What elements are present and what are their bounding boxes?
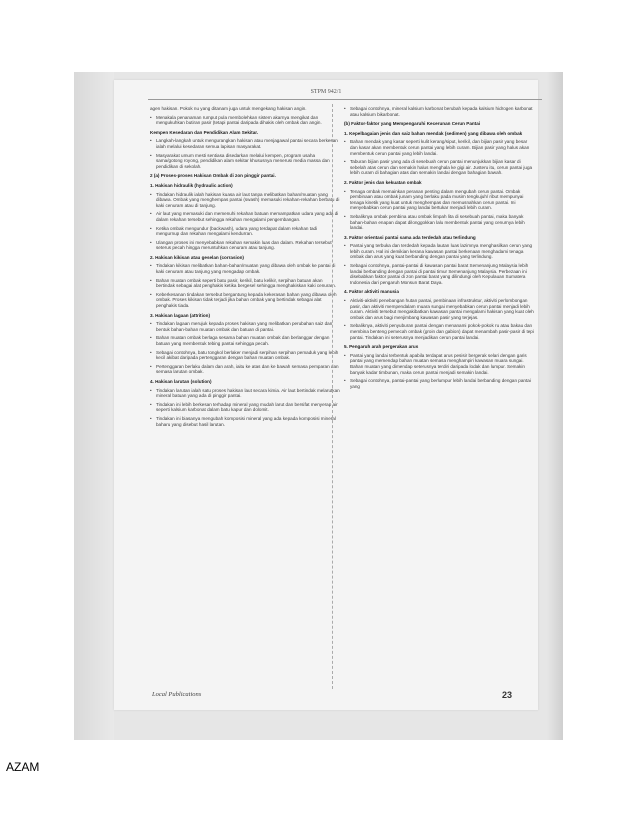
paragraph: agen hakisan. Pokok nu yang ditanam juga untuk mengekang hakisan angin. (150, 106, 307, 111)
paragraph: • Sebagai contohnya, batu tongkol berlaker menjadi serpihan serpihan pemaduk yang lebih kecil akibat daripada pertenggaran dengan bahan muatan ombak. (150, 350, 340, 361)
paragraph: • Keberkesanan tindakan tersebut bergantung kepada kekerasan bahan yang dibawa oleh ombak. Proses kikisan tidak terjadi jika bahan ombak yang bertindak sebagai alat penghakis tiada. (150, 292, 340, 309)
paragraph: • Tenaga ombak memainkan peranan penting dalam mengubah cerun pantai. Ombak pembinaan atau ombak junam yang berlaku pada musim tengkujuh/ ribut mempunyai tenaga kinetik yang kuat untuk menghempas dan memusnahkan cerun pantai. Ini menyebabkan cerun pantai yang landai bertukar menjadi lebih curam. (344, 189, 534, 211)
section-heading: 4. Hakisan larutan (solution) (150, 378, 212, 384)
paragraph: • Aktiviti-aktiviti penebangan hutan pantai, pembinaan infrastruktur, aktiviti perlombongan pasir, dan aktiviti mempendalam muara sungai menyebabkan cerun pantai menjadi lebih curam. Aktiviti tersebut mengakibatkan kawasan pantai mengalami hakisan yang kuat oleh ombak dan arus bagi menjimbang kawasan pasir yang terjejas. (344, 298, 534, 320)
section-heading: (b) Faktor-faktor yang Mempengaruhi Kecerunan Cerun Pantai (344, 121, 481, 127)
right-column (344, 106, 534, 392)
section-heading: 3. Faktor orientasi pantai sama ada terdedah atau terlindung (344, 234, 476, 240)
caption-text: AZAM (6, 760, 40, 774)
paragraph: • Taburan bijian pasir yang ada di sesebuah cerun pantai menunjukkan bijian kasar di sebelah atas cerun dan semakin halus menghala ke gigi air. Justeru itu, cerun pantai juga lebih curam di bahagian atas dan semakin landai dengan bahagian bawah. (344, 159, 534, 176)
paragraph: • Tindakan larutan ialah satu proses hakisan laut secara kimia. Air laut bertindak melarutkan mineral batuan yang ada di pinggir pantai. (150, 388, 340, 399)
paragraph: • Air laut yang memasuki dan memenuhi rekahan batuan memampatkan udara yang ada di dalam rekahan tersebut sehingga rekahan mengalami pengembangan. (150, 211, 340, 222)
section-heading: 3. Hakisan lagaan (attrition) (150, 312, 210, 318)
paragraph: • Bahan muatan ombak berlaga sesama bahan muatan ombak dan berlanggar dengan batuan yang membentuk tebing pantai sehingga pecah. (150, 335, 340, 346)
paragraph: • Sebaliknya, aktiviti penyuburan pantai dengan menanami pokok-pokok ru atau bakau dan membina benteng pemecah ombak (groin dan gabion) dapat menambah pasir-pasir di tepi pantai. Tindakan ini seterusnya menjadikan cerun pantai landai. (344, 323, 534, 340)
paragraph: • Masyarakat umum mesti sentiasa disedarkan melalui kempen, program usaha sama/gotong royong, pendidikan alam sekitar khususnya menerusi media massa dan pendidikan di sekolah. (150, 153, 340, 170)
paragraph: • Sebagai contohnya, pantai-pantai yang berlumpur lebih landai berbanding dengan pantai yang (344, 378, 534, 389)
paragraph: • Ketika ombak mengundur (backwash), udara yang terdapat dalam rekahan tadi mengurnup dan rekahan mengalami kendurran. (150, 226, 340, 237)
paragraph: • Tindakan kikisan melibatkan bahan-bahan/muatan yang dibawa oleh ombak ke pantai di kaki cenuram atau tanjung yang mengadap ombak. (150, 263, 340, 274)
paragraph: • Bahan muatan ombak seperti batu pasir, kerikil, batu kelikir, serpihan batuan akan bertindak sebagai alat penghakis ketika bergesel sehingga menghakiskan kaki cenuram. (150, 278, 340, 289)
section-heading: 2 (a) Proses-proses Hakisan Ombak di zon pinggir pantai. (150, 173, 276, 179)
page-number: 23 (501, 690, 512, 700)
paragraph: • Pertenggaran berlaku dalam dan arah, iaitu ke atas dan ke bawah semasa pemparan dan semasa larutan ombak. (150, 364, 340, 375)
book-page (114, 80, 538, 710)
paragraph: • Tindakan ini biasanya mengubah komposisi mineral yang ada kepada komposisi mineral baharu yang disebut hasil larutan. (150, 416, 340, 427)
section-heading: 1. Kepelbagaian jenis dan saiz bahan mendak (sedimen) yang dibawa oleh ombak (344, 130, 523, 136)
scanned-image (74, 72, 563, 740)
section-heading: 2. Hakisan kikisan atau geselan (corrasion) (150, 254, 244, 260)
paragraph: • Ulangan proses ini menyebabkan rekahan semakin luas dan dalam. Rekahan tersebut seterus pecah hingga meruntuhkan cenuram atau tanjung. (150, 240, 340, 251)
scan-edge-shade (547, 72, 563, 740)
page-gutter-shadow (74, 72, 114, 740)
header-rule (148, 99, 542, 100)
section-heading: 5. Pengaruh arah pergerakan arus (344, 344, 419, 350)
page-header: STPM 942/1 (310, 89, 342, 95)
left-column (150, 106, 340, 430)
paragraph: • Tindakan hidraulik ialah hakisan kuasa air laut tanpa melibatkan bahan/muatan yang dibawa. Ombak yang menghempas pantai (swash) memasuki rekahan-rekahan berbatu di kaki cenuram atau di tanjung. (150, 192, 340, 209)
paragraph: • Tindakan lagaan merujuk kepada proses hakisan yang melibatkan perubahan saiz dan bentuk bahan-bahan muatan ombak dan batuan di pantai. (150, 321, 340, 332)
section-heading: Kempen Kesedaran dan Pendidikan Alam Sekitar. (150, 129, 259, 135)
paragraph: • Pantai yang terbuka dan terdedah kepada lautan luas lazimnya menghasilkan cerun yang lebih curam. Hal ini demikian kerana kawasan pantai berkenaan menghadami tenaga ombak dan arus yang kuat berbanding dengan pantai yang terlindung. (344, 243, 534, 260)
paragraph: • Sebagai contohnya, mineral kalsium karbonat berubah kepada kalsium hidrogen karbonat atau kalsium bikarbonat. (344, 106, 534, 117)
section-heading: 2. Faktor jenis dan kekuatan ombak (344, 179, 422, 185)
paragraph: • Langkah-langkah untuk mengurangkan hakisan atau menjagawal pantai secara berkesan ialah melalui kesedaran semua lapisan masyarakat. (150, 138, 340, 149)
paragraph: • Pantai yang landai terbentuk apabila terdapat arus pesisir bergerak selari dengan garis pantai yang memendap bahan muatan semasa menghampiri kawasan muara sungai. Bahan muatan yang dimendap seterusnya terdiri daripada lodak dan lumpur. Semakin banyak kadar timbunan, maka cerun pantai menjadi semakin landai. (344, 353, 534, 375)
column-divider (332, 104, 333, 689)
paragraph: • Tindakan ini lebih berkesan terhadap mineral yang mudah larut dan bersifat menyerap air seperti kalsium karbonat dalam batu kapur dan dolomit. (150, 402, 340, 413)
paragraph: • Menakala penanaman rumput pula membolehkan sistem akarnya mengikat dan mengukuhkan butiran pasir (tetapi pantai daripada dihakis oleh ombak dan angin. (150, 115, 340, 126)
paragraph: • Sebagai contohnya, pantai-pantai di kawasan pantai barat Semenanjung Malaysia lebih landai berbanding dengan pantai di pantai timur Semenanjung Malaysia. Perbezaan ini disebabkan faktor pantai di zon pantai barat yang dilindungi oleh Kepulauan Sumatera Indonesia dari pengaruh Monsun Barat Daya. (344, 263, 534, 285)
publisher-name: Local Publications (152, 691, 202, 698)
section-heading: 4. Faktor aktiviti manusia (344, 289, 399, 295)
paragraph: • Sebaliknya ombak pembina atau ombak limpah lita di sesebuah pantai, maka banyak bahan-bahan enapan dapat dilonggokkan lalu membentuk pantai yang cenurnya lebih landai. (344, 214, 534, 231)
section-heading: 1. Hakisan hidraulik (hydraulic action) (150, 182, 233, 188)
paragraph: • Bahan mendak yang kasar seperti kulit kerang/siput, kerikil, dan bijian pasir yang besar dan kasar akan membentuk cerun pantai yang lebih curam. Bijian pasir yang halus akan membentuk cerun pantai yang lebih landai. (344, 139, 534, 156)
